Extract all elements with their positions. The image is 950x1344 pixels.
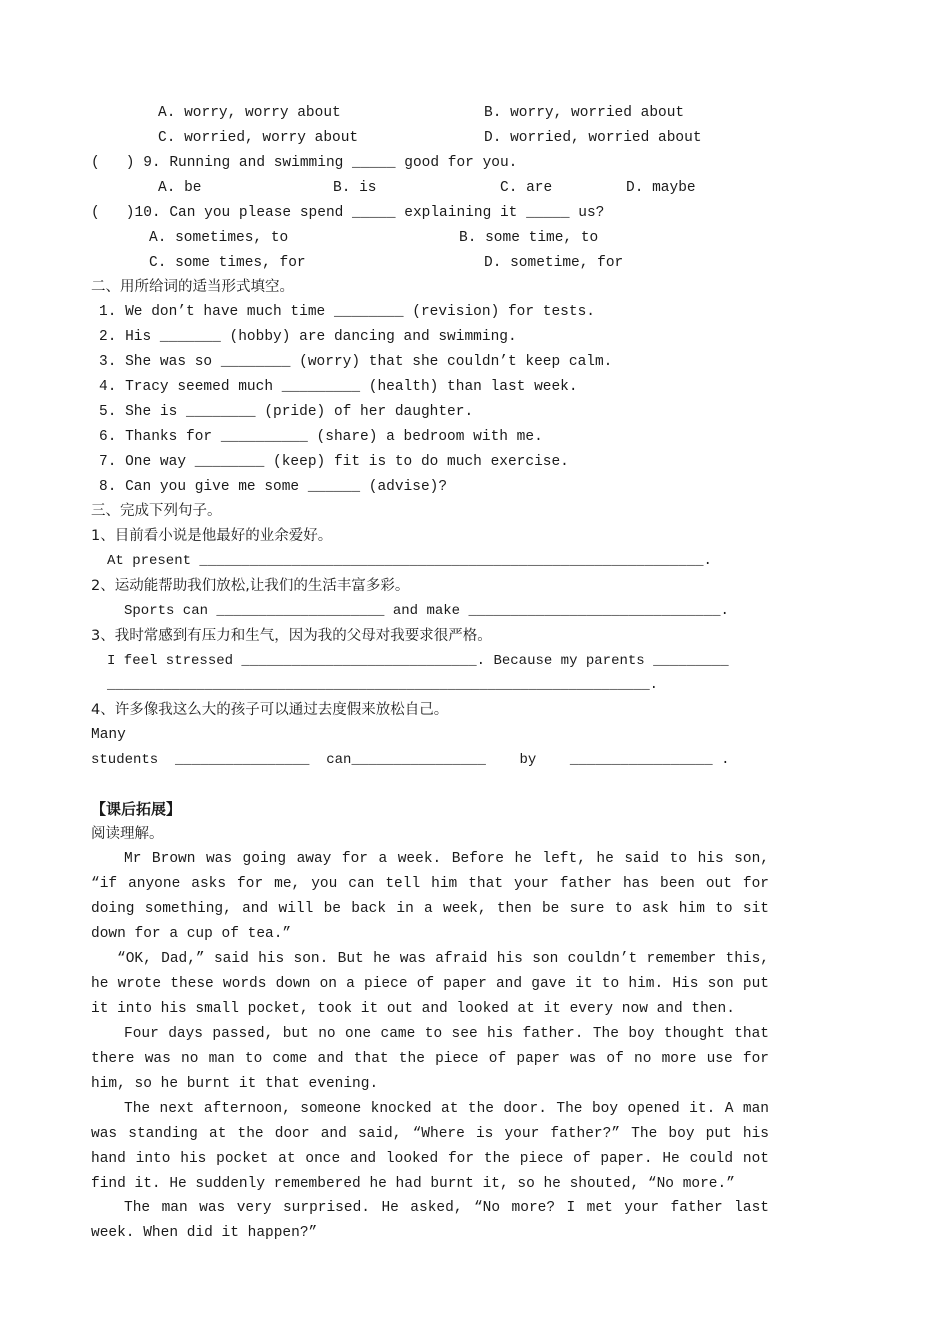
section3-heading: 三、完成下列句子。 [91, 503, 222, 519]
q10-option-b: B. some time, to [459, 230, 599, 246]
sentence4-english-1: Many [91, 727, 126, 743]
q9-option-a: A. be [158, 180, 202, 196]
reading-paragraph-2: “OK, Dad,” said his son. But he was afraid his son couldn’t remember this, he wrote these words down on a piece of paper and gave it to him. His son put it into his small pocket, took it out and looked at it every now and then. [91, 951, 769, 1017]
reading-paragraph-4: The next afternoon, someone knocked at the door. The boy opened it. A man was standing at the door and said, “Where is your father?” The boy put his hand into his pocket at once and looked for the piece of paper. He could not find it. He suddenly remembered he had burnt it, so he shouted, “No more.” [91, 1101, 769, 1192]
q9-option-c: C. are [500, 180, 553, 196]
q9-stem: ( ) 9. Running and swimming _____ good for you. [91, 155, 518, 171]
q10-option-d: D. sometime, for [484, 255, 624, 271]
sentence2-chinese: 2、运动能帮助我们放松,让我们的生活丰富多彩。 [91, 578, 410, 594]
sentence4-english-2: students ________________ can________________ by _________________ . [91, 752, 730, 768]
q10-option-c: C. some times, for [149, 255, 306, 271]
sentence3-english-cont: ___________________________________________________________________. [107, 678, 658, 693]
fill-item-5: 5. She is ________ (pride) of her daughter. [99, 404, 474, 420]
fill-item-8: 8. Can you give me some ______ (advise)? [99, 479, 448, 495]
q8-option-d: D. worried, worried about [484, 130, 702, 146]
sentence4-chinese: 4、许多像我这么大的孩子可以通过去度假来放松自己。 [91, 702, 449, 718]
sentence1-english: At present ____________________________________________________________. [107, 553, 712, 569]
sentence2-english: Sports can ____________________ and make ______________________________. [124, 603, 729, 619]
q8-option-c: C. worried, worry about [158, 130, 359, 146]
reading-paragraph-1: Mr Brown was going away for a week. Before he left, he said to his son, “if anyone asks for me, you can tell him that your father has been out for doing something, and will be back in a week, then be sure to ask him to sit down for a cup of tea.” [91, 851, 769, 942]
sentence1-chinese: 1、目前看小说是他最好的业余爱好。 [91, 528, 333, 544]
fill-item-1: 1. We don’t have much time ________ (revision) for tests. [99, 304, 595, 320]
q10-stem: ( )10. Can you please spend _____ explaining it _____ us? [91, 205, 605, 221]
fill-item-4: 4. Tracy seemed much _________ (health) than last week. [99, 379, 578, 395]
reading-paragraph-3: Four days passed, but no one came to see his father. The boy thought that there was no man to come and that the piece of paper was of no more use for him, so he burnt it that evening. [91, 1026, 769, 1092]
q10-option-a: A. sometimes, to [149, 230, 289, 246]
sentence3-chinese: 3、我时常感到有压力和生气，因为我的父母对我要求很严格。 [91, 628, 492, 644]
fill-item-3: 3. She was so ________ (worry) that she couldn’t keep calm. [99, 354, 613, 370]
q9-option-d: D. maybe [626, 180, 696, 196]
fill-item-6: 6. Thanks for __________ (share) a bedroom with me. [99, 429, 543, 445]
section2-heading: 二、用所给词的适当形式填空。 [91, 279, 294, 295]
q8-option-b: B. worry, worried about [484, 105, 685, 121]
sentence3-english: I feel stressed ____________________________. Because my parents _________ [107, 653, 729, 669]
q9-option-b: B. is [333, 180, 377, 196]
fill-item-7: 7. One way ________ (keep) fit is to do much exercise. [99, 454, 569, 470]
extension-heading: 【课后拓展】 [91, 800, 182, 818]
q8-option-a: A. worry, worry about [158, 105, 341, 121]
reading-subheading: 阅读理解。 [91, 826, 164, 842]
fill-item-2: 2. His _______ (hobby) are dancing and swimming. [99, 329, 517, 345]
reading-paragraph-5: The man was very surprised. He asked, “No more? I met your father last week. When did it happen?” [91, 1200, 769, 1241]
